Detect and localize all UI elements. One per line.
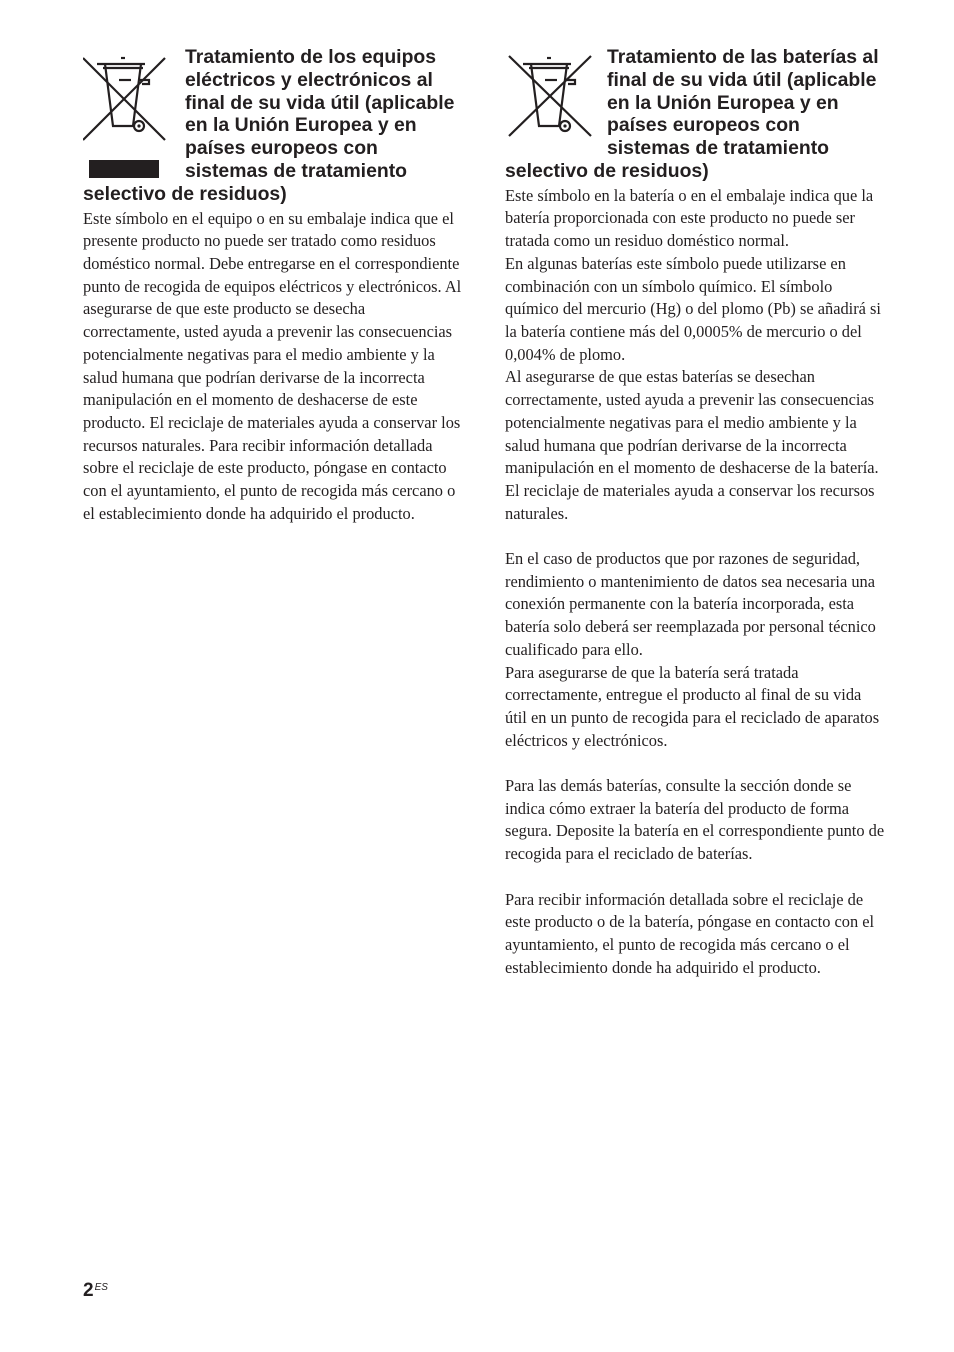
weee-section [83,46,463,525]
crossed-out-wheelie-bin-icon [83,50,169,180]
battery-title: Tratamiento de las baterías al final de su vida útil (aplicable en la Unión Europea y en países europeos con sistemas de tratamiento selectivo de residuos) [505,46,879,182]
paragraph: Este símbolo en la batería o en el embalaje indica que la batería proporcionada con este producto no puede ser tratada como un residuo doméstico normal. [505,185,874,251]
paragraph: Para asegurarse de que la batería será tratada correctamente, entregue el producto al final de su vida útil en un punto de recogida para el reciclado de aparatos eléctricos y electrónicos. [505,662,880,750]
paragraph: Para recibir información detallada sobre el reciclaje de este producto o de la batería, póngase en contacto con el ayuntamiento, el punto de recogida más cercano o el establecimiento donde ha adquirido el producto. [505,889,875,977]
page-number [83,1280,108,1302]
weee-body [83,208,463,526]
paragraph: Para las demás baterías, consulte la sección donde se indica cómo extraer la batería del producto de forma segura. Deposite la batería en el correspondiente punto de recogida para el reciclado de baterías. [505,776,885,864]
weee-heading [83,46,463,206]
paragraph: Este símbolo en el equipo o en su embalaje indica que el presente producto no puede ser tratado como residuos doméstico normal. Debe entregarse en el correspondiente punto de recogida de equipos eléctricos y electrónicos. Al asegurarse de que este producto se desecha correctamente, usted ayuda a prevenir las consecuencias potencialmente negativas para el medio ambiente y la salud humana que podrían derivarse de la incorrecta manipulación en el momento de deshacerse de este producto. El reciclaje de materiales ayuda a conservar los recursos naturales. Para recibir información detallada sobre el reciclaje de este producto, póngase en contacto con el ayuntamiento, el punto de recogida más cercano o el establecimiento donde ha adquirido el producto. [83,208,462,523]
paragraph: En el caso de productos que por razones de seguridad, rendimiento o mantenimiento de datos sea necesaria una conexión permanente con la batería incorporada, esta batería solo deberá ser reemplazada por personal técnico cualificado para ello. [505,549,876,659]
paragraph: En algunas baterías este símbolo puede utilizarse en combinación con un símbolo químico. El símbolo químico del mercurio (Hg) o del plomo (Pb) se añadirá si la batería contiene más del 0,0005% de mercurio o del 0,004% de plomo. [505,253,881,364]
battery-heading [505,46,887,183]
battery-section [505,46,887,979]
battery-body [505,185,887,980]
language-code: ES [94,1281,108,1293]
weee-title: Tratamiento de los equipos eléctricos y electrónicos al final de su vida útil (aplicable en la Unión Europea y en países europeos con sistemas de tratamiento selectivo de residuos) [83,46,455,205]
page-number-value: 2 [83,1280,94,1301]
crossed-out-wheelie-bin-icon [505,50,595,138]
paragraph: Al asegurarse de que estas baterías se desechan correctamente, usted ayuda a prevenir las consecuencias potencialmente negativas para el medio ambiente y la salud humana que podrían derivarse de la incorrecta manipulación en el momento de deshacerse de la batería. El reciclaje de materiales ayuda a conservar los recursos naturales. [505,367,879,523]
